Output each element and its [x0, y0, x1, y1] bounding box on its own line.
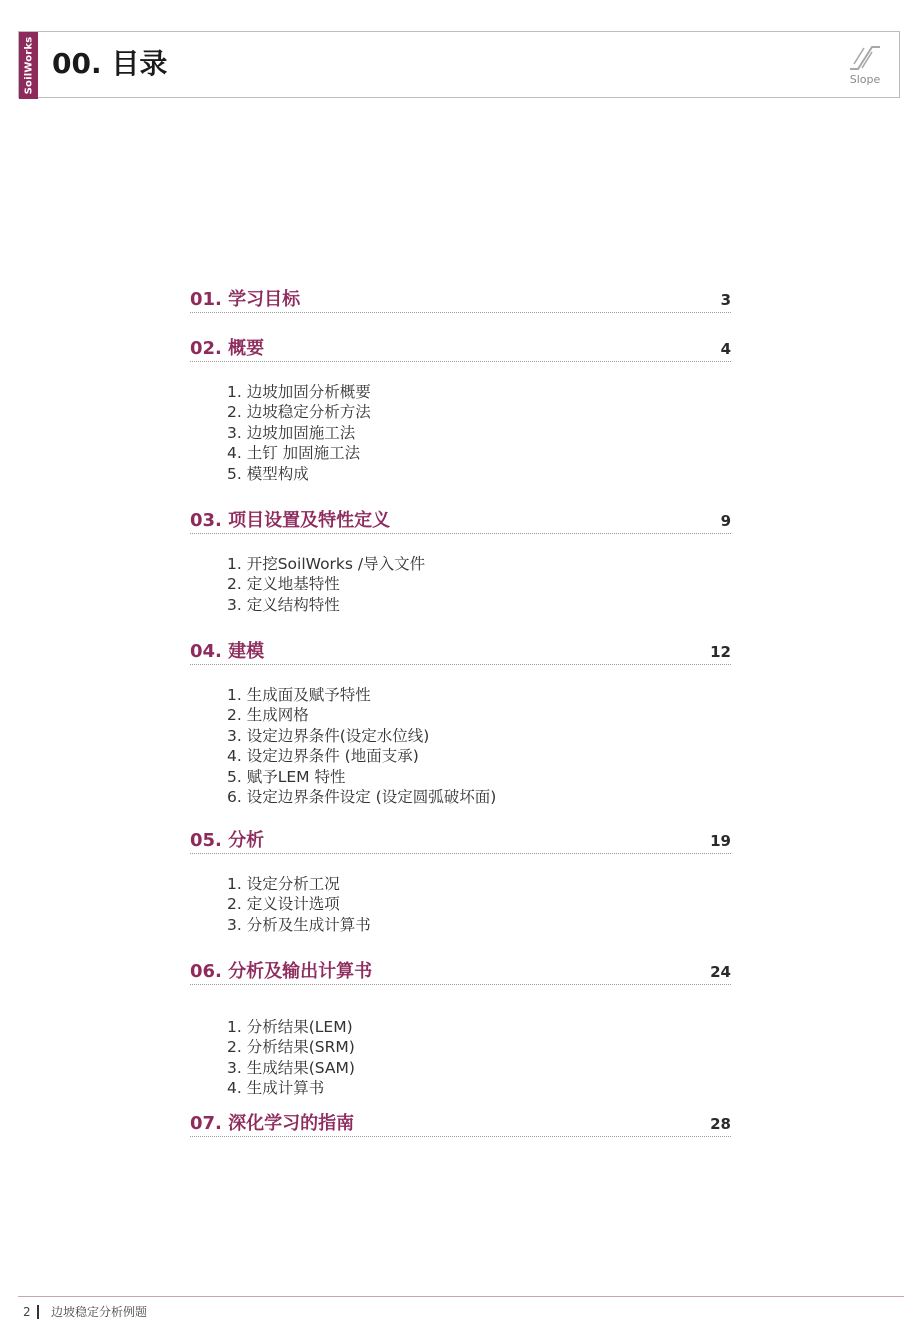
slope-logo-label: Slope: [849, 73, 881, 86]
toc-section-07[interactable]: [190, 1112, 731, 1137]
toc-heading[interactable]: [190, 829, 731, 854]
toc-subitem[interactable]: 1. 开挖SoilWorks /导入文件: [227, 555, 426, 573]
toc-subitem[interactable]: 1. 边坡加固分析概要: [227, 383, 371, 401]
toc-sublist-02: [227, 382, 371, 484]
toc-heading[interactable]: [190, 509, 731, 534]
brand-label: SoilWorks: [23, 36, 34, 95]
toc-sublist-04: [227, 685, 496, 807]
toc-heading-page: 4: [720, 340, 731, 358]
page-header: [18, 31, 900, 98]
toc-subitem[interactable]: 4. 土钉 加固施工法: [227, 444, 361, 463]
toc-subitem[interactable]: 2. 边坡稳定分析方法: [227, 403, 371, 422]
toc-subitem[interactable]: 1. 设定分析工况: [227, 875, 340, 893]
toc-subitem[interactable]: 1. 分析结果(LEM): [227, 1018, 353, 1036]
toc-heading-title: 04. 建模: [190, 641, 265, 662]
toc-subitem[interactable]: 3. 设定边界条件(设定水位线): [227, 726, 430, 745]
toc-section-02[interactable]: [190, 337, 731, 362]
toc-subitem[interactable]: 3. 分析及生成计算书: [227, 915, 371, 934]
toc-subitem[interactable]: 2. 定义地基特性: [227, 575, 340, 594]
toc-subitem[interactable]: 2. 定义设计选项: [227, 895, 340, 914]
toc-subitem[interactable]: 2. 分析结果(SRM): [227, 1038, 355, 1057]
toc-heading-page: 28: [710, 1115, 731, 1133]
toc-heading[interactable]: [190, 337, 731, 362]
toc-subitem[interactable]: 3. 生成结果(SAM): [227, 1058, 355, 1077]
footer-divider: [18, 1296, 904, 1297]
toc-heading-title: 01. 学习目标: [190, 289, 301, 310]
toc-section-04[interactable]: [190, 640, 731, 665]
toc-heading-page: 3: [720, 291, 731, 309]
toc-heading[interactable]: [190, 1112, 731, 1137]
toc-heading-page: 19: [710, 832, 731, 850]
toc-subitem[interactable]: 3. 边坡加固施工法: [227, 423, 356, 442]
toc-heading-page: 12: [710, 643, 731, 661]
toc-subitem[interactable]: 6. 设定边界条件设定 (设定圆弧破坏面): [227, 788, 497, 807]
toc-section-03[interactable]: [190, 509, 731, 534]
toc-heading-title: 05. 分析: [190, 830, 265, 851]
toc-heading-title: 07. 深化学习的指南: [190, 1113, 355, 1134]
toc-subitem[interactable]: 3. 定义结构特性: [227, 595, 340, 614]
page-title: 00. 目录: [52, 47, 168, 80]
toc-heading-title: 03. 项目设置及特性定义: [190, 510, 391, 531]
toc-subitem[interactable]: 5. 模型构成: [227, 464, 309, 483]
toc-sublist-03: [227, 554, 425, 615]
toc-subitem[interactable]: 4. 生成计算书: [227, 1079, 325, 1098]
toc-heading-page: 24: [710, 963, 731, 981]
footer-page-number: 2: [23, 1305, 31, 1319]
toc-heading-title: 06. 分析及输出计算书: [190, 961, 373, 982]
toc-section-01[interactable]: [190, 288, 731, 313]
toc-subitem[interactable]: 5. 赋予LEM 特性: [227, 767, 346, 786]
toc-section-06[interactable]: [190, 960, 731, 985]
brand-tab: [19, 32, 38, 99]
toc-heading[interactable]: [190, 960, 731, 985]
toc-heading-title: 02. 概要: [190, 338, 265, 359]
footer-separator: [37, 1305, 39, 1319]
toc-subitem[interactable]: 2. 生成网格: [227, 706, 309, 725]
footer-doc-title: 边坡稳定分析例题: [51, 1305, 148, 1319]
toc-subitem[interactable]: 1. 生成面及赋予特性: [227, 686, 371, 704]
toc-subitem[interactable]: 4. 设定边界条件 (地面支承): [227, 747, 419, 766]
toc-sublist-05: [227, 874, 371, 935]
toc-heading[interactable]: [190, 640, 731, 665]
toc-heading-page: 9: [720, 512, 731, 530]
toc-section-05[interactable]: [190, 829, 731, 854]
toc-sublist-06: [227, 1017, 355, 1099]
slope-logo: [843, 42, 887, 92]
toc-heading[interactable]: [190, 288, 731, 313]
slope-icon: [848, 42, 882, 72]
